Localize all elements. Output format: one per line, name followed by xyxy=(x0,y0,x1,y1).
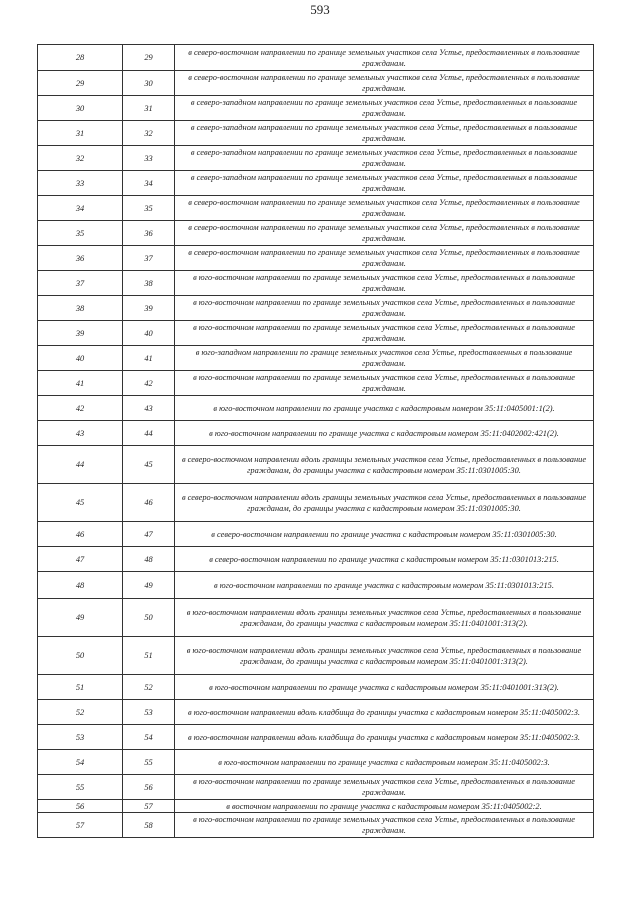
point-to-cell: 35 xyxy=(123,196,175,221)
point-to-cell: 44 xyxy=(123,421,175,446)
table-row xyxy=(38,221,594,246)
point-to-cell: 51 xyxy=(123,637,175,675)
table-row xyxy=(38,246,594,271)
point-to-cell: 45 xyxy=(123,446,175,484)
table-row xyxy=(38,725,594,750)
point-from-cell: 54 xyxy=(38,750,123,775)
point-to-cell: 43 xyxy=(123,396,175,421)
description-cell: в северо-восточном направлении по границе земельных участков села Устье, предоставленных в пользование гражданам. xyxy=(175,196,594,221)
point-from-cell: 33 xyxy=(38,171,123,196)
table-row xyxy=(38,196,594,221)
description-cell: в юго-восточном направлении по границе участка с кадастровым номером 35:11:0401001:313(2). xyxy=(175,675,594,700)
point-to-cell: 57 xyxy=(123,800,175,813)
description-cell: в северо-восточном направлении по границе земельных участков села Устье, предоставленных в пользование гражданам. xyxy=(175,71,594,96)
description-cell: в северо-восточном направлении по границе участка с кадастровым номером 35:11:0301005:30. xyxy=(175,522,594,547)
point-to-cell: 58 xyxy=(123,813,175,838)
point-to-cell: 47 xyxy=(123,522,175,547)
point-from-cell: 44 xyxy=(38,446,123,484)
point-to-cell: 34 xyxy=(123,171,175,196)
description-cell: в юго-восточном направлении вдоль кладбища до границы участка с кадастровым номером 35:11:0405002:3. xyxy=(175,700,594,725)
point-from-cell: 48 xyxy=(38,572,123,599)
description-cell: в юго-восточном направлении по границе участка с кадастровым номером 35:11:0405001:1(2). xyxy=(175,396,594,421)
table-row xyxy=(38,171,594,196)
point-from-cell: 34 xyxy=(38,196,123,221)
point-from-cell: 31 xyxy=(38,121,123,146)
table-row xyxy=(38,675,594,700)
table-row xyxy=(38,637,594,675)
table-row xyxy=(38,484,594,522)
point-to-cell: 54 xyxy=(123,725,175,750)
table-row xyxy=(38,522,594,547)
point-from-cell: 52 xyxy=(38,700,123,725)
point-from-cell: 28 xyxy=(38,45,123,71)
boundary-table-body xyxy=(38,45,594,838)
description-cell: в юго-восточном направлении вдоль кладбища до границы участка с кадастровым номером 35:11:0405002:3. xyxy=(175,725,594,750)
point-to-cell: 55 xyxy=(123,750,175,775)
description-cell: в северо-западном направлении по границе земельных участков села Устье, предоставленных в пользование гражданам. xyxy=(175,121,594,146)
table-row xyxy=(38,271,594,296)
point-to-cell: 41 xyxy=(123,346,175,371)
description-cell: в юго-восточном направлении по границе земельных участков села Устье, предоставленных в пользование гражданам. xyxy=(175,296,594,321)
point-from-cell: 47 xyxy=(38,547,123,572)
point-from-cell: 53 xyxy=(38,725,123,750)
point-from-cell: 37 xyxy=(38,271,123,296)
table-row xyxy=(38,813,594,838)
point-to-cell: 53 xyxy=(123,700,175,725)
point-from-cell: 45 xyxy=(38,484,123,522)
point-to-cell: 30 xyxy=(123,71,175,96)
table-row xyxy=(38,96,594,121)
description-cell: в северо-восточном направлении вдоль границы земельных участков села Устье, предоставленных в пользование гражданам, до границы участка с кадастровым номером 35:11:0301005:30. xyxy=(175,446,594,484)
point-to-cell: 38 xyxy=(123,271,175,296)
point-to-cell: 33 xyxy=(123,146,175,171)
point-from-cell: 51 xyxy=(38,675,123,700)
point-from-cell: 41 xyxy=(38,371,123,396)
table-row xyxy=(38,700,594,725)
table-row xyxy=(38,775,594,800)
point-from-cell: 36 xyxy=(38,246,123,271)
point-from-cell: 30 xyxy=(38,96,123,121)
description-cell: в юго-восточном направлении по границе участка с кадастровым номером 35:11:0402002:421(2). xyxy=(175,421,594,446)
point-to-cell: 39 xyxy=(123,296,175,321)
table-row xyxy=(38,371,594,396)
description-cell: в юго-восточном направлении по границе участка с кадастровым номером 35:11:0301013:215. xyxy=(175,572,594,599)
description-cell: в северо-восточном направлении по границе участка с кадастровым номером 35:11:0301013:215. xyxy=(175,547,594,572)
table-row xyxy=(38,321,594,346)
point-to-cell: 46 xyxy=(123,484,175,522)
point-to-cell: 31 xyxy=(123,96,175,121)
point-to-cell: 32 xyxy=(123,121,175,146)
description-cell: в северо-восточном направлении вдоль границы земельных участков села Устье, предоставленных в пользование гражданам, до границы участка с кадастровым номером 35:11:0301005:30. xyxy=(175,484,594,522)
point-from-cell: 38 xyxy=(38,296,123,321)
description-cell: в юго-восточном направлении по границе земельных участков села Устье, предоставленных в пользование гражданам. xyxy=(175,813,594,838)
point-to-cell: 42 xyxy=(123,371,175,396)
table-row xyxy=(38,750,594,775)
point-from-cell: 42 xyxy=(38,396,123,421)
table-row xyxy=(38,71,594,96)
description-cell: в юго-западном направлении по границе земельных участков села Устье, предоставленных в пользование гражданам. xyxy=(175,346,594,371)
point-from-cell: 40 xyxy=(38,346,123,371)
point-to-cell: 50 xyxy=(123,599,175,637)
point-to-cell: 37 xyxy=(123,246,175,271)
boundary-table xyxy=(37,44,594,838)
point-from-cell: 35 xyxy=(38,221,123,246)
point-to-cell: 36 xyxy=(123,221,175,246)
table-row xyxy=(38,396,594,421)
table-row xyxy=(38,547,594,572)
description-cell: в юго-восточном направлении по границе участка с кадастровым номером 35:11:0405002:3. xyxy=(175,750,594,775)
point-from-cell: 46 xyxy=(38,522,123,547)
point-from-cell: 43 xyxy=(38,421,123,446)
table-row xyxy=(38,572,594,599)
point-from-cell: 32 xyxy=(38,146,123,171)
point-from-cell: 50 xyxy=(38,637,123,675)
point-to-cell: 49 xyxy=(123,572,175,599)
description-cell: в северо-западном направлении по границе земельных участков села Устье, предоставленных в пользование гражданам. xyxy=(175,146,594,171)
point-from-cell: 49 xyxy=(38,599,123,637)
point-from-cell: 57 xyxy=(38,813,123,838)
description-cell: в юго-восточном направлении по границе земельных участков села Устье, предоставленных в пользование гражданам. xyxy=(175,775,594,800)
description-cell: в юго-восточном направлении вдоль границы земельных участков села Устье, предоставленных в пользование гражданам, до границы участка с кадастровым номером 35:11:0401001:313(2). xyxy=(175,637,594,675)
description-cell: в юго-восточном направлении по границе земельных участков села Устье, предоставленных в пользование гражданам. xyxy=(175,271,594,296)
table-row xyxy=(38,446,594,484)
table-row xyxy=(38,45,594,71)
table-row xyxy=(38,346,594,371)
point-to-cell: 40 xyxy=(123,321,175,346)
description-cell: в юго-восточном направлении вдоль границы земельных участков села Устье, предоставленных в пользование гражданам, до границы участка с кадастровым номером 35:11:0401001:313(2). xyxy=(175,599,594,637)
point-to-cell: 56 xyxy=(123,775,175,800)
page-number: 593 xyxy=(310,2,330,17)
description-cell: в северо-западном направлении по границе земельных участков села Устье, предоставленных в пользование гражданам. xyxy=(175,96,594,121)
table-row xyxy=(38,146,594,171)
point-to-cell: 48 xyxy=(123,547,175,572)
table-row xyxy=(38,121,594,146)
description-cell: в восточном направлении по границе участка с кадастровым номером 35:11:0405002:2. xyxy=(175,800,594,813)
point-from-cell: 39 xyxy=(38,321,123,346)
description-cell: в юго-восточном направлении по границе земельных участков села Устье, предоставленных в пользование гражданам. xyxy=(175,321,594,346)
point-to-cell: 29 xyxy=(123,45,175,71)
point-from-cell: 55 xyxy=(38,775,123,800)
description-cell: в северо-восточном направлении по границе земельных участков села Устье, предоставленных в пользование гражданам. xyxy=(175,246,594,271)
point-from-cell: 29 xyxy=(38,71,123,96)
point-from-cell: 56 xyxy=(38,800,123,813)
description-cell: в северо-западном направлении по границе земельных участков села Устье, предоставленных в пользование гражданам. xyxy=(175,171,594,196)
description-cell: в северо-восточном направлении по границе земельных участков села Устье, предоставленных в пользование гражданам. xyxy=(175,221,594,246)
table-row xyxy=(38,421,594,446)
table-row xyxy=(38,800,594,813)
description-cell: в северо-восточном направлении по границе земельных участков села Устье, предоставленных в пользование гражданам. xyxy=(175,45,594,71)
table-row xyxy=(38,599,594,637)
table-row xyxy=(38,296,594,321)
point-to-cell: 52 xyxy=(123,675,175,700)
description-cell: в юго-восточном направлении по границе земельных участков села Устье, предоставленных в пользование гражданам. xyxy=(175,371,594,396)
